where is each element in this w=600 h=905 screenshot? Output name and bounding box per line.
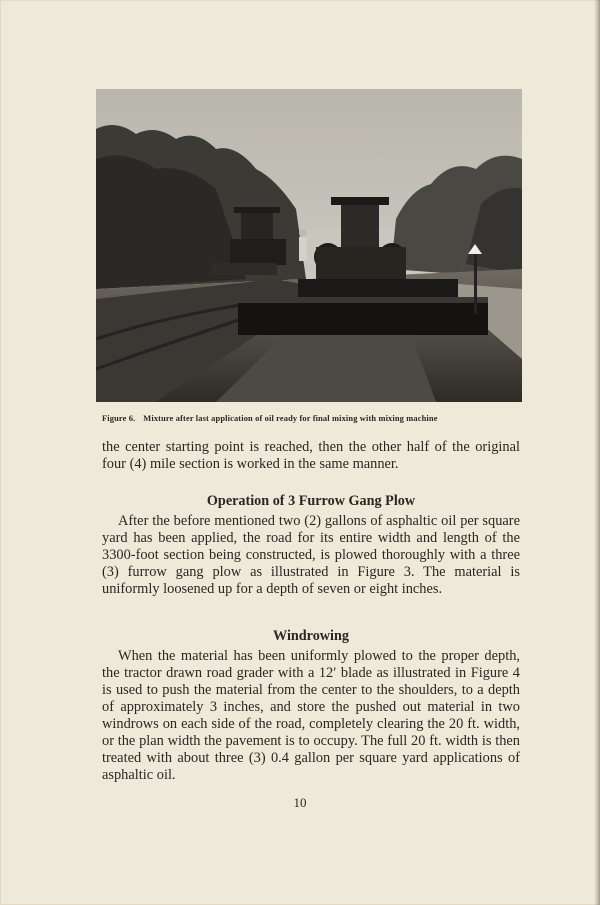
paragraph-continuation: the center starting point is reached, then the other half of the original four (4) mile section is worked in the same manner. (102, 439, 520, 472)
road-construction-photo (96, 89, 522, 402)
heading-windrowing: Windrowing (273, 628, 349, 644)
heading-gang-plow: Operation of 3 Furrow Gang Plow (206, 493, 416, 509)
figure-caption-text: Mixture after last application of oil ready for final mixing with mixing machine (143, 414, 438, 423)
paragraph-windrowing: When the material has been uniformly plowed to the proper depth, the tractor drawn road grader with a 12′ blade as illustrated in Figure 4 is used to push the material from the center to the shoulders, to a depth of approximately 3 inches, and store the pushed out material in two windrows on each side of the road, completely clearing the 20 ft. width, or the plan width the pavement is to occupy. The full 20 ft. width is then treated with about three (3) 0.4 gallon per square yard applications of asphaltic oil. (102, 648, 520, 783)
paragraph-gang-plow: After the before mentioned two (2) gallons of asphaltic oil per square yard has been applied, the road for its entire width and length of the 3300-foot section being constructed, is plowed thoroughly with a three (3) furrow gang plow as illustrated in Figure 3. The material is uniformly loosened up for a depth of seven or eight inches. (102, 513, 520, 597)
figure-number: Figure 6. (102, 414, 136, 423)
page-number: 10 (293, 795, 307, 810)
figure-caption (102, 414, 522, 423)
figure-photo (96, 89, 522, 402)
